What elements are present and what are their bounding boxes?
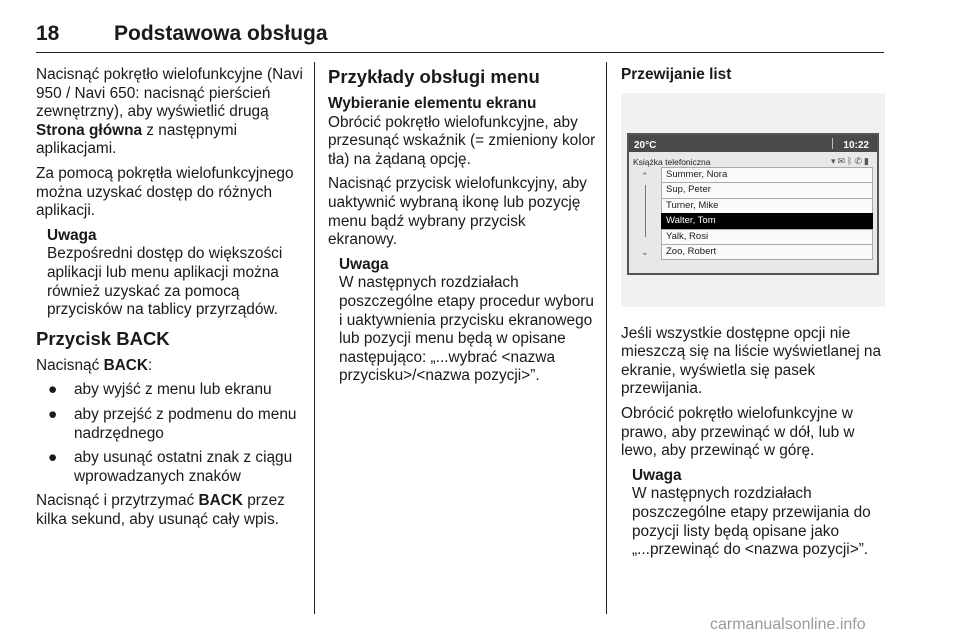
list-item: ● aby przejść z podmenu do menu nadrzędnego [48, 405, 297, 442]
page-header [36, 22, 884, 53]
page-number: 18 [36, 22, 60, 45]
list-item[interactable]: Walter, Tom [661, 213, 873, 229]
scrollbar[interactable] [639, 167, 653, 262]
note-title: Uwaga [632, 466, 682, 484]
phone-icon: ✆ [854, 155, 865, 166]
bullet-list [36, 381, 304, 486]
paragraph: Nacisnąć BACK: [36, 356, 153, 374]
battery-icon: ▮ [864, 155, 871, 166]
sub-heading: Przewijanie list [621, 66, 732, 83]
note-text: Bezpośredni dostęp do większości aplikacji lub menu aplikacji można również uzyskać za pomocą przycisków na tablicy przyrządów. [47, 245, 283, 319]
temperature-readout: 20°C [634, 139, 657, 151]
column-middle [328, 66, 596, 394]
bullet-icon: ● [48, 449, 58, 467]
note-text: W następnych rozdziałach poszczególne etapy procedur wyboru i uaktywnienia przycisku ekranowego lub pozycji menu będą w opisane następująco: „...wybrać <nazwa przycisku>/<nazwa pozycji>”. [339, 274, 594, 385]
note-title: Uwaga [339, 255, 389, 273]
paragraph: Obrócić pokrętło wielofunkcyjne w prawo, aby przewinąć w dół, lub w lewo, aby przewinąć w górę. [621, 404, 855, 460]
note-box [47, 227, 304, 320]
bold-term: BACK [198, 492, 243, 510]
chevron-up-icon: ⌃ [641, 170, 649, 181]
note-text: W następnych rozdziałach poszczególne etapy przewijania do pozycji listy będą opisane jako „...przewinąć do <nazwa pozycji>”. [632, 485, 871, 559]
list-item[interactable]: Turner, Mike [661, 198, 873, 214]
status-bar [629, 135, 877, 152]
bullet-icon: ● [48, 381, 58, 399]
message-icon: ✉ [837, 155, 848, 166]
note-box [632, 467, 889, 560]
section-heading: Przycisk BACK [36, 327, 170, 349]
list-item: ● aby usunąć ostatni znak z ciągu wprowadzanych znaków [48, 449, 293, 485]
column-right [621, 66, 889, 568]
bold-term: BACK [103, 356, 149, 374]
list-title: Książka telefoniczna [633, 156, 711, 167]
list-item[interactable]: Zoo, Robert [661, 244, 873, 260]
scroll-track [645, 185, 646, 237]
sub-heading: Wybieranie elementu ekranu [328, 95, 537, 112]
page-title: Podstawowa obsługa [114, 22, 328, 45]
watermark: carmanualsonline.info [710, 616, 866, 633]
list-header [629, 152, 877, 167]
paragraph: Za pomocą pokrętła wielofunkcyjnego można uzyskać dostęp do różnych aplikacji. [36, 164, 294, 220]
column-left [36, 66, 304, 535]
paragraph: Nacisnąć i przytrzymać BACK przez kilka sekund, aby usunąć cały wpis. [36, 492, 285, 528]
chevron-down-icon: ⌄ [641, 247, 649, 257]
clock-readout: 10:22 [843, 139, 869, 151]
list-item[interactable]: Yalk, Rosi [661, 229, 873, 245]
note-box [339, 256, 596, 386]
section-heading: Przykłady obsługi menu [328, 66, 540, 87]
paragraph: Obrócić pokrętło wielofunkcyjne, aby przesunąć wskaźnik (= zmieniony kolor tła) na żądaną opcję. [328, 113, 596, 168]
column-divider [606, 62, 607, 614]
paragraph: Nacisnąć przycisk wielofunkcyjny, aby uaktywnić wybraną ikonę lub pozycję menu bądź wybrany przycisk ekranowy. [328, 175, 587, 249]
bluetooth-icon: ᛒ [847, 155, 855, 166]
paragraph: Jeśli wszystkie dostępne opcji nie mieszczą się na liście wyświetlanej na ekranie, wyświetla się pasek przewijania. [621, 324, 882, 398]
bold-term: Strona główna [36, 121, 143, 139]
column-divider [314, 62, 315, 614]
contact-list [661, 167, 873, 260]
infotainment-screen [627, 133, 879, 275]
list-item[interactable]: Summer, Nora [661, 167, 873, 183]
signal-icon: ▾ [831, 155, 838, 166]
list-item: ● aby wyjść z menu lub ekranu [48, 381, 272, 399]
bullet-icon: ● [48, 405, 58, 423]
note-title: Uwaga [47, 226, 97, 244]
paragraph: Nacisnąć pokrętło wielofunkcyjne (Navi 950 / Navi 650: nacisnąć pierścień zewnętrzny), aby wyświetlić drugą Strona główna z następnymi aplikacjami. [36, 66, 303, 158]
divider [832, 138, 833, 149]
screen-figure [621, 93, 885, 307]
list-item[interactable]: Sup, Peter [661, 182, 873, 198]
